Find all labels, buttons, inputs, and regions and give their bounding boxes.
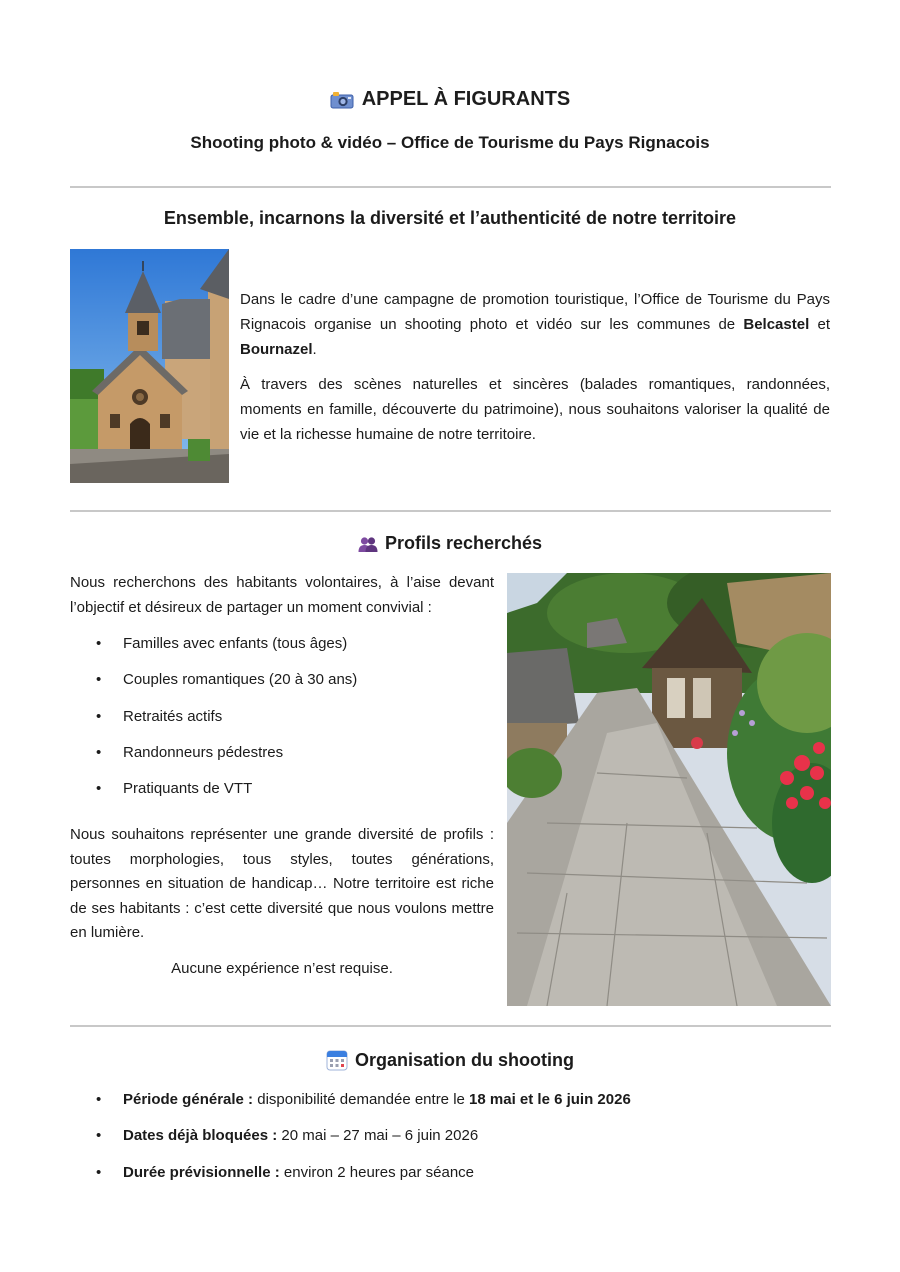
divider	[70, 186, 831, 188]
profiles-heading: Profils recherchés	[0, 533, 900, 554]
list-item: • Randonneurs pédestres	[70, 741, 494, 777]
list-item: • Période générale : disponibilité demandée entre le 18 mai et le 6 juin 2026	[70, 1088, 830, 1124]
intro-heading: Ensemble, incarnons la diversité et l’authenticité de notre territoire	[163, 208, 737, 228]
people-icon	[358, 536, 378, 552]
profiles-list	[70, 632, 494, 813]
list-item: • Familles avec enfants (tous âges)	[70, 632, 494, 668]
divider	[70, 1025, 831, 1027]
page-subtitle: Shooting photo & vidéo – Office de Tourisme du Pays Rignacois	[190, 133, 710, 152]
street-photo	[507, 573, 831, 1006]
list-item: • Pratiquants de VTT	[70, 777, 494, 813]
title-text: APPEL À FIGURANTS	[361, 88, 571, 110]
chapel-photo	[70, 249, 229, 483]
street-illustration	[507, 573, 831, 1006]
profiles-text	[70, 571, 494, 981]
divider	[70, 510, 831, 512]
no-experience-note: Aucune expérience n’est requise.	[171, 959, 393, 977]
organisation-list	[70, 1088, 830, 1197]
camera-icon	[330, 91, 354, 109]
profiles-lead: Nous recherchons des habitants volontaires, à l’aise devant l’objectif et désireux de partager un moment convivial :	[70, 574, 494, 616]
list-item: • Couples romantiques (20 à 30 ans)	[70, 668, 494, 704]
chapel-illustration	[70, 249, 229, 483]
intro-paragraph-2: À travers des scènes naturelles et sincères (balades romantiques, randonnées, moments en famille, découverte du patrimoine), nous souhaitons valoriser la qualité de vie et la richesse humaine de notre territoire.	[240, 376, 830, 443]
diversity-paragraph: Nous souhaitons représenter une grande diversité de profils : toutes morphologies, tous styles, toutes générations, personnes en situation de handicap… Notre territoire est riche de ses habitants : c’est cette diversité que nous voulons mettre en lumière.	[70, 826, 494, 942]
town-belcastel: Belcastel	[743, 316, 810, 333]
list-item: • Durée prévisionnelle : environ 2 heures par séance	[70, 1161, 830, 1197]
page-title	[0, 88, 900, 111]
organisation-heading: Organisation du shooting	[0, 1049, 900, 1071]
intro-text	[240, 287, 830, 457]
calendar-icon	[326, 1049, 348, 1071]
town-bournazel: Bournazel	[240, 341, 313, 358]
intro-paragraph-1: Dans le cadre d’une campagne de promotion touristique, l’Office de Tourisme du Pays Rignacois organise un shooting photo et vidéo sur les communes de Belcastel et Bournazel.	[240, 291, 830, 358]
list-item: • Retraités actifs	[70, 705, 494, 741]
list-item: • Dates déjà bloquées : 20 mai – 27 mai – 6 juin 2026	[70, 1124, 830, 1160]
